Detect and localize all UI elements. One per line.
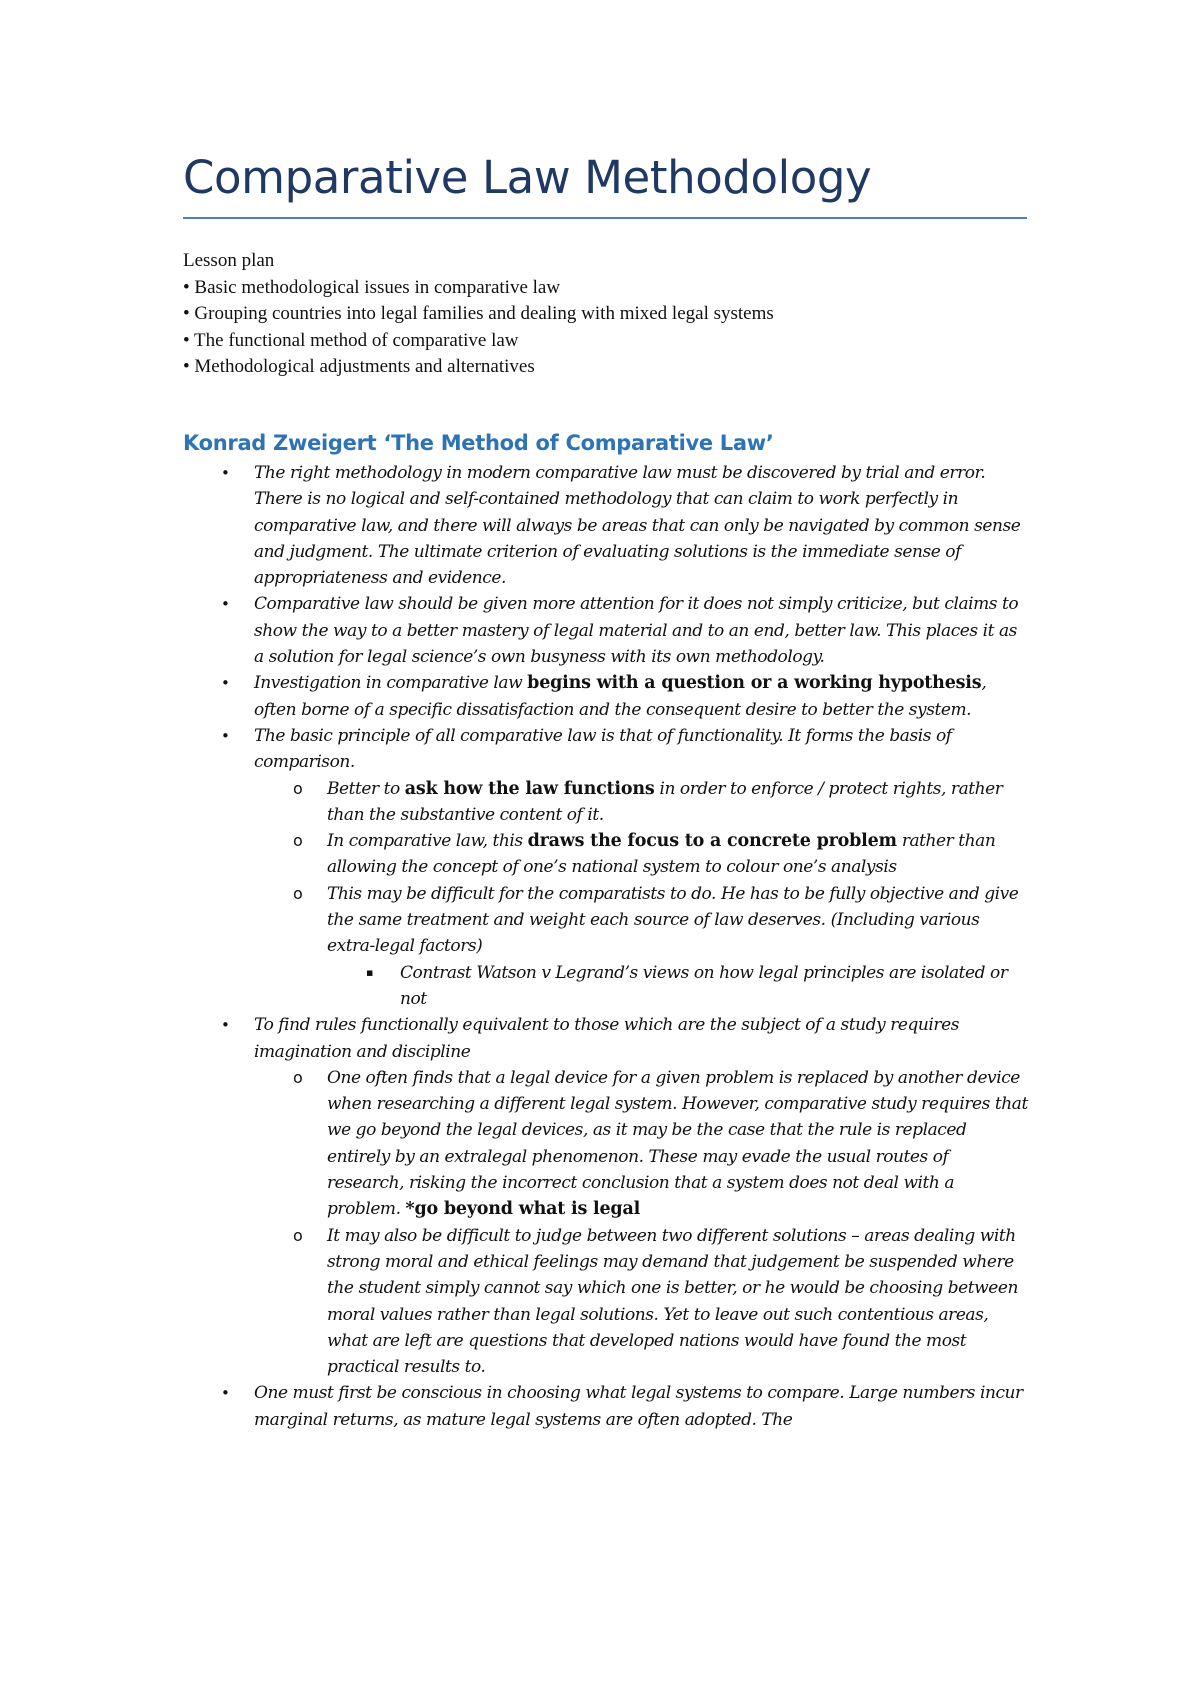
page-title: Comparative Law Methodology [183, 151, 872, 204]
bullet-item [221, 591, 1029, 670]
bullet-emphasis: ask how the law functions [404, 778, 655, 799]
sub-bullet-item [293, 881, 1029, 960]
sub-bullet-marker: o [293, 831, 303, 851]
bullet-marker: • [221, 1016, 230, 1035]
section-heading: Konrad Zweigert ‘The Method of Comparative Law’ [183, 431, 774, 455]
bullet-text: Investigation in comparative law [254, 673, 528, 694]
bullet-marker: • [221, 595, 230, 614]
bullet-emphasis: draws the focus to a concrete problem [527, 831, 897, 852]
bullet-emphasis: begins with a question or a working hypothesis [527, 673, 982, 694]
bullet-item [221, 723, 1029, 776]
bullet-text: , often borne of a specific dissatisfaction and the consequent desire to better the system. [254, 673, 987, 720]
bullet-marker: • [221, 1384, 230, 1403]
bullet-text: in order to enforce / protect rights, rather than the substantive content of it. [327, 778, 1003, 825]
bullet-text: It may also be difficult to judge between two different solutions – areas dealing with strong moral and ethical feelings may demand that judgement be suspended where the student simply cannot say which one is better, or he would be choosing between moral values rather than legal solutions. Yet to leave out such contentious areas, what are left are questions that developed nations would have found the most practical results to. [327, 1225, 1018, 1378]
sub-bullet-item [293, 1065, 1029, 1223]
bullet-text: Contrast Watson v Legrand’s views on how legal principles are isolated or not [400, 962, 1008, 1009]
bullet-item [221, 1380, 1029, 1433]
bullet-text: rather than allowing the concept of one’s national system to colour one’s analysis [327, 831, 996, 878]
bullet-marker: • [221, 726, 230, 745]
bullet-text: One must first be conscious in choosing what legal systems to compare. Large numbers incur marginal returns, as mature legal systems are often adopted. The [254, 1383, 1023, 1430]
bullet-text: To find rules functionally equivalent to those which are the subject of a study requires imagination and discipline [254, 1015, 959, 1062]
bullet-item [221, 460, 1029, 591]
lesson-plan-item: • Basic methodological issues in comparative law [183, 276, 561, 298]
lesson-plan-item: • The functional method of comparative law [183, 329, 519, 351]
lesson-plan-label: Lesson plan [183, 250, 275, 271]
notes-list [221, 460, 1029, 1433]
sub-bullet-marker: o [293, 1067, 303, 1087]
sub-bullet-marker: o [293, 778, 303, 798]
bullet-text: This may be difficult for the comparatists to do. He has to be fully objective and give the same treatment and weight each source of law deserves. (Including various extra-legal factors) [327, 883, 1019, 957]
lesson-plan-item: • Grouping countries into legal families and dealing with mixed legal systems [183, 303, 774, 324]
bullet-item [221, 1012, 1029, 1065]
bullet-emphasis: *go beyond what is legal [405, 1199, 641, 1220]
lesson-plan-item: • Methodological adjustments and alternatives [183, 356, 535, 377]
sub-bullet-item [293, 828, 1029, 881]
bullet-marker: • [221, 464, 230, 482]
sub-bullet-item [293, 776, 1029, 829]
sub-bullet-marker: o [293, 883, 303, 903]
bullet-text: The right methodology in modern comparative law must be discovered by trial and error. There is no logical and self-contained methodology that can claim to work perfectly in comparative law, and there will always be areas that can only be navigated by common sense and judgment. The ultimate criterion of evaluating solutions is the immediate sense of appropriateness and evidence. [254, 463, 1021, 589]
sub-bullet-marker: o [293, 1225, 303, 1245]
lesson-plan [183, 248, 1028, 381]
sub-bullet-item [293, 1223, 1029, 1381]
sub-sub-bullet-item [366, 960, 1029, 1013]
square-bullet-marker: ▪ [366, 965, 374, 979]
bullet-item [221, 670, 1029, 723]
bullet-text: Better to [327, 778, 405, 799]
bullet-marker: • [221, 674, 230, 693]
bullet-text: One often finds that a legal device for a given problem is replaced by another device when researching a different legal system. However, comparative study requires that we go beyond the legal devices, as it may be the case that the rule is replaced entirely by an extralegal phenomenon. These may evade the usual routes of research, risking the incorrect conclusion that a system does not deal with a problem. [327, 1067, 1028, 1220]
title-underline [183, 217, 1027, 219]
bullet-text: The basic principle of all comparative law is that of functionality. It forms the basis of comparison. [254, 725, 952, 773]
bullet-text: In comparative law, this [327, 831, 528, 852]
bullet-text: Comparative law should be given more attention for it does not simply criticize, but claims to show the way to a better mastery of legal material and to an end, better law. This places it as a solution for legal science’s own busyness with its own methodology. [254, 594, 1019, 668]
